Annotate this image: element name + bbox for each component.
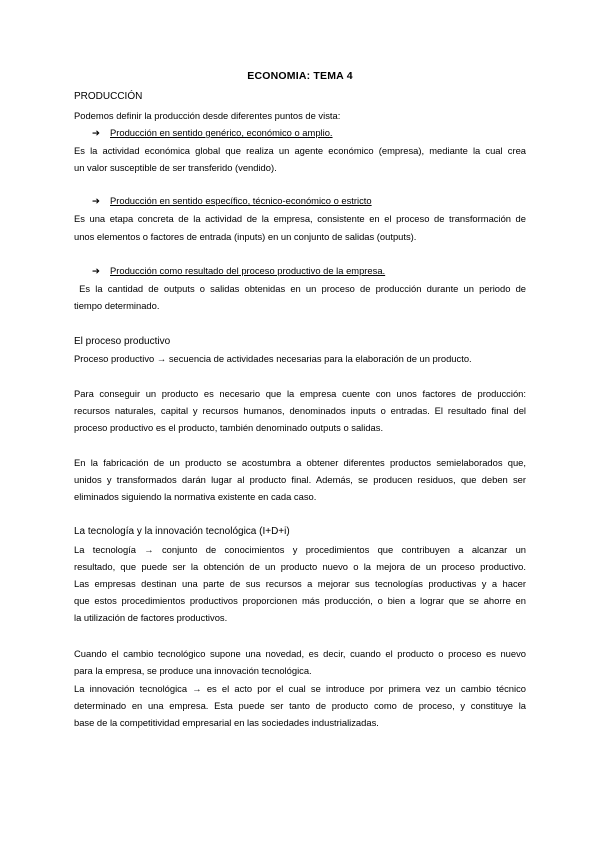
paragraph-line: para la empresa, se produce una innovación tecnológica.: [74, 665, 312, 676]
section-heading-proceso: El proceso productivo: [74, 336, 171, 347]
paragraph-line: Cuando el cambio tecnológico supone una novedad, es decir, cuando el producto o proceso es nuevo: [74, 648, 526, 659]
document-title: ECONOMIA: TEMA 4: [247, 70, 353, 82]
paragraph-line: un valor susceptible de ser transferido (vendido).: [74, 162, 277, 173]
bullet-item: ➔ Producción como resultado del proceso productivo de la empresa.: [92, 265, 386, 276]
section-heading-tecnologia: La tecnología y la innovación tecnológica (I+D+i): [74, 526, 290, 537]
paragraph-line: Es la cantidad de outputs o salidas obtenidas en un proceso de producción durante un periodo de: [74, 283, 526, 294]
paragraph-line: la utilización de factores productivos.: [74, 612, 228, 623]
paragraph-line: En la fabricación de un producto se acostumbra a obtener diferentes productos semielaborados que,: [74, 457, 526, 468]
paragraph-line: Proceso productivo → secuencia de actividades necesarias para la elaboración de un producto.: [74, 353, 472, 364]
bullet-item: ➔ Producción en sentido específico, técnico-económico o estricto: [92, 195, 372, 206]
paragraph-line: Las empresas destinan una parte de sus recursos a mejorar sus tecnologías productivas y a hacer: [74, 578, 526, 589]
paragraph-line: tiempo determinado.: [74, 300, 160, 311]
paragraph-line: Podemos definir la producción desde diferentes puntos de vista:: [74, 110, 341, 121]
paragraph-line: resultado, que puede ser la obtención de un producto nuevo o la mejora de un proceso productivo.: [74, 561, 526, 572]
paragraph-line: unos elementos o factores de entrada (inputs) en un conjunto de salidas (outputs).: [74, 231, 417, 242]
paragraph-line: determinado en una empresa. Esta puede ser tanto de producto como de proceso, y constituye la: [74, 700, 526, 711]
section-heading-produccion: PRODUCCIÓN: [74, 91, 143, 102]
paragraph-line: base de la competitividad empresarial en las sociedades industrializadas.: [74, 717, 379, 728]
arrow-bullet-icon: ➔: [92, 195, 100, 206]
arrow-bullet-icon: ➔: [92, 265, 100, 276]
paragraph-line: Para conseguir un producto es necesario que la empresa cuente con unos factores de producción:: [74, 388, 526, 399]
paragraph-line: La innovación tecnológica → es el acto por el cual se introduce por primera vez un cambio técnico: [74, 683, 526, 694]
paragraph-line: que estos procedimientos productivos proporcionen más producción, o bien a lograr que se ahorre en: [74, 595, 526, 606]
paragraph-line: unidos y transformados darán lugar al producto final. Además, se producen residuos, que deben ser: [74, 474, 526, 485]
paragraph-line: Es una etapa concreta de la actividad de la empresa, consistente en el proceso de transformación de: [74, 213, 526, 224]
bullet-item: ➔ Producción en sentido genérico, económico o amplio.: [92, 127, 333, 138]
paragraph-line: La tecnología → conjunto de conocimientos y procedimientos que contribuyen a alcanzar un: [74, 544, 526, 555]
paragraph-line: recursos naturales, capital y recursos humanos, denominados inputs o entradas. El resultado final del: [74, 405, 526, 416]
paragraph-line: Es la actividad económica global que realiza un agente económico (empresa), mediante la cual crea: [74, 145, 526, 156]
paragraph-line: eliminados siguiendo la normativa existente en cada caso.: [74, 491, 317, 502]
paragraph-line: proceso productivo es el producto, también denominado outputs o salidas.: [74, 422, 384, 433]
arrow-bullet-icon: ➔: [92, 127, 100, 138]
